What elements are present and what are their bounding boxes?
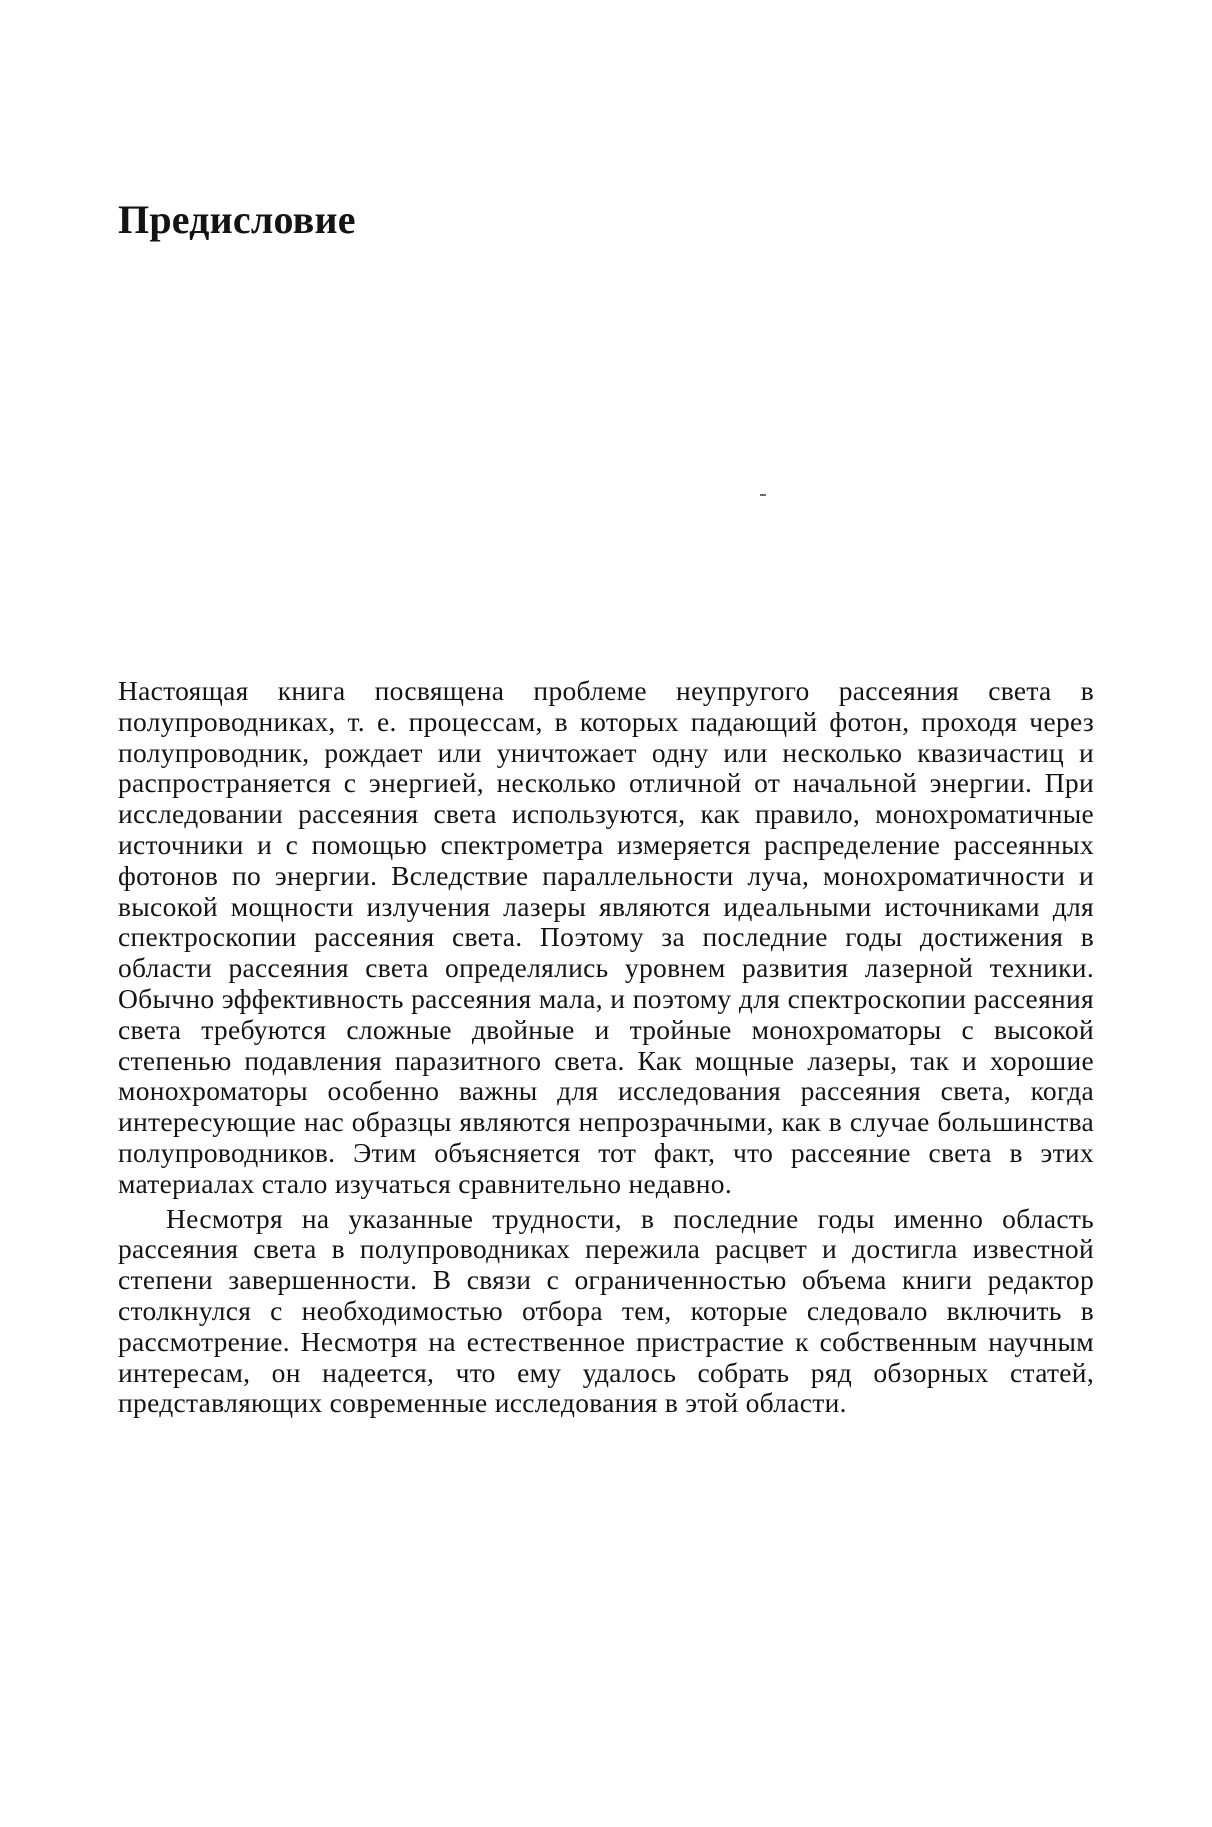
paragraph-2: Несмотря на указанные трудности, в последние годы именно область рассеяния света в полупроводниках пережила расцвет и достигла известной степени завершенности. В связи с ограниченностью объема книги редактор столкнулся с необходимостью отбора тем, которые следовало включить в рассмотрение. Несмотря на естественное пристрастие к собственным научным интересам, он надеется, что ему удалось собрать ряд обзорных статей, представляющих современные исследования в этой области. bbox=[118, 1202, 1094, 1419]
print-speck bbox=[760, 494, 766, 496]
paragraph-1: Настоящая книга посвящена проблеме неупругого рассеяния света в полупроводниках, т. е. процессам, в которых падающий фотон, проходя через полупроводник, рождает или уничтожает одну или несколько квазичастиц и распространяется с энергией, несколько отличной от начальной энергии. При исследовании рассеяния света используются, как правило, монохроматичные источники и с помощью спектрометра измеряется распределение рассеянных фотонов по энергии. Вследствие параллельности луча, монохроматичности и высокой мощности излучения лазеры являются идеальными источниками для спектроскопии рассеяния света. Поэтому за последние годы достижения в области рассеяния света определялись уровнем развития лазерной техники. Обычно эффективность рассеяния мала, и поэтому для спектроскопии рассеяния света требуются сложные двойные и тройные монохроматоры с высокой степенью подавления паразитного света. Как мощные лазеры, так и хорошие монохроматоры особенно важны для исследования рассеяния света, когда интересующие нас образцы являются непрозрачными, как в случае большинства полупроводников. Этим объясняется тот факт, что рассеяние света в этих материалах стало изучаться сравнительно недавно. bbox=[118, 675, 1094, 1199]
body-text bbox=[118, 676, 1094, 1419]
page-title: Предисловие bbox=[118, 197, 356, 242]
